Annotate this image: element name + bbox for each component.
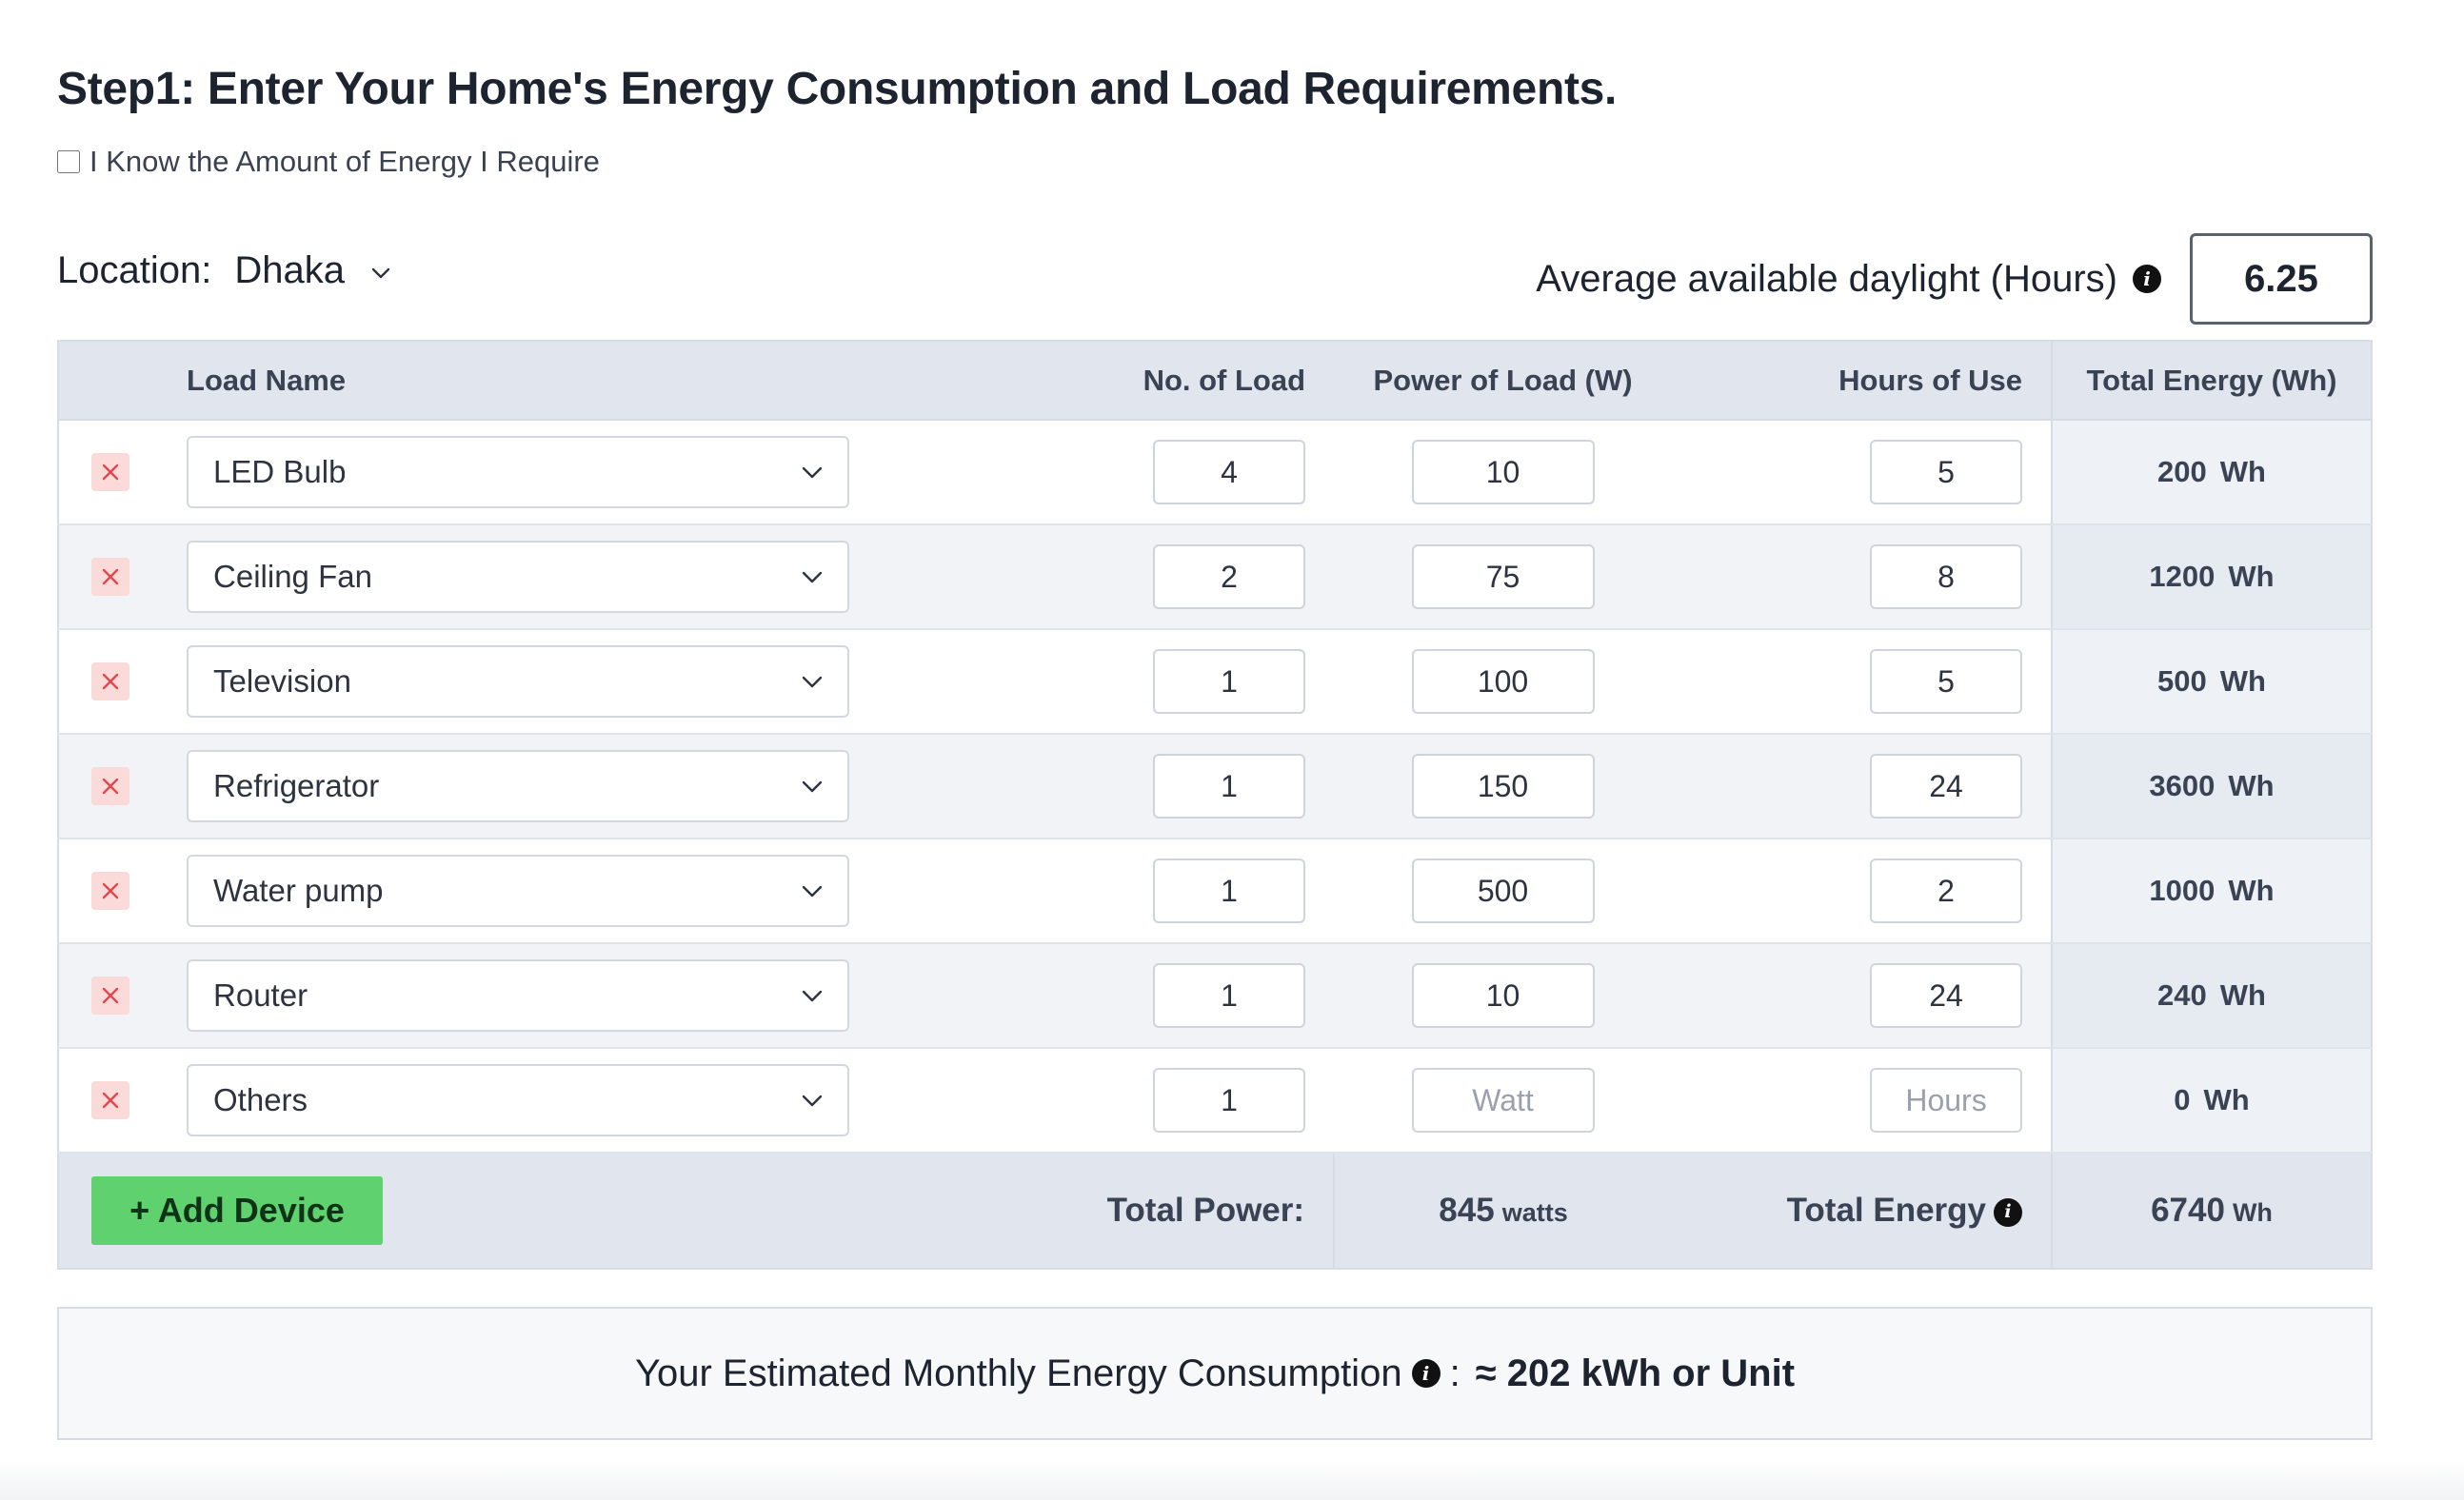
chevron-down-icon <box>802 466 823 479</box>
chevron-down-icon <box>802 1095 823 1107</box>
estimate-colon: : <box>1449 1352 1461 1394</box>
total-power <box>1334 1153 1672 1269</box>
load-hours-input[interactable] <box>1870 859 2022 923</box>
remove-row-button[interactable] <box>91 453 129 491</box>
page-bottom-edge <box>0 1461 2464 1500</box>
total-power-unit: watts <box>1501 1198 1568 1227</box>
row-total-unit: Wh <box>2228 560 2275 593</box>
close-icon <box>100 1090 121 1111</box>
total-power-value: 845 <box>1439 1192 1495 1229</box>
location-dropdown[interactable] <box>234 249 390 292</box>
column-header-load-name: Load Name <box>187 341 1107 420</box>
load-name-value: Router <box>213 977 308 1013</box>
column-header-power: Power of Load (W) <box>1334 341 1672 420</box>
info-icon[interactable]: i <box>2133 265 2161 293</box>
load-power-input[interactable] <box>1412 859 1595 923</box>
load-power-input[interactable] <box>1412 1068 1595 1133</box>
load-table <box>57 340 2373 1270</box>
row-total-value: 240 <box>2157 978 2207 1012</box>
row-total-energy <box>2149 874 2274 907</box>
load-name-select[interactable] <box>187 436 849 508</box>
total-energy-value: 6740 <box>2151 1192 2225 1229</box>
load-name-select[interactable] <box>187 959 849 1032</box>
load-hours-input[interactable] <box>1870 544 2022 609</box>
table-row <box>58 420 2372 524</box>
row-total-energy <box>2157 664 2266 698</box>
load-hours-input[interactable] <box>1870 963 2022 1028</box>
row-total-energy <box>2157 455 2266 488</box>
location-label: Location: <box>57 249 212 291</box>
remove-row-button[interactable] <box>91 767 129 805</box>
load-count-input[interactable] <box>1153 963 1305 1028</box>
row-total-energy <box>2149 769 2274 802</box>
daylight-label: Average available daylight (Hours) <box>1536 257 2117 300</box>
chevron-down-icon <box>802 885 823 898</box>
row-total-value: 1200 <box>2149 560 2216 593</box>
row-total-value: 1000 <box>2149 874 2216 907</box>
table-row <box>58 943 2372 1048</box>
load-name-select[interactable] <box>187 855 849 927</box>
load-rows <box>58 420 2372 1153</box>
load-count-input[interactable] <box>1153 440 1305 504</box>
column-header-hours: Hours of Use <box>1672 341 2052 420</box>
load-name-select[interactable] <box>187 541 849 613</box>
total-energy-label: Total Energy <box>1786 1192 1987 1229</box>
row-total-energy <box>2157 978 2266 1012</box>
row-total-value: 0 <box>2174 1083 2191 1116</box>
delete-column-header <box>58 341 187 420</box>
load-count-input[interactable] <box>1153 544 1305 609</box>
total-energy-unit: Wh <box>2232 1198 2273 1227</box>
load-power-input[interactable] <box>1412 754 1595 819</box>
load-hours-input[interactable] <box>1870 1068 2022 1133</box>
row-total-unit: Wh <box>2203 1083 2250 1116</box>
remove-row-button[interactable] <box>91 1081 129 1119</box>
close-icon <box>100 880 121 901</box>
close-icon <box>100 776 121 797</box>
page-title: Step1: Enter Your Home's Energy Consumption and Load Requirements. <box>57 64 1618 114</box>
load-name-value: Refrigerator <box>213 768 380 803</box>
chevron-down-icon <box>802 571 823 583</box>
load-name-value: Water pump <box>213 873 384 908</box>
table-row <box>58 839 2372 943</box>
row-total-value: 500 <box>2157 664 2207 698</box>
column-header-no-of-load: No. of Load <box>1107 341 1334 420</box>
know-energy-label: I Know the Amount of Energy I Require <box>89 145 600 178</box>
table-row <box>58 734 2372 839</box>
column-header-total-energy: Total Energy (Wh) <box>2052 341 2372 420</box>
close-icon <box>100 566 121 587</box>
total-energy <box>2052 1153 2372 1269</box>
load-power-input[interactable] <box>1412 440 1595 504</box>
remove-row-button[interactable] <box>91 662 129 701</box>
close-icon <box>100 671 121 692</box>
load-name-value: Television <box>213 663 351 699</box>
table-row <box>58 524 2372 629</box>
table-row <box>58 1048 2372 1153</box>
chevron-down-icon <box>802 676 823 688</box>
know-energy-checkbox[interactable] <box>57 150 80 173</box>
estimate-label: Your Estimated Monthly Energy Consumption <box>634 1352 1402 1394</box>
load-hours-input[interactable] <box>1870 440 2022 504</box>
location-selector <box>57 249 390 292</box>
row-total-unit: Wh <box>2219 978 2266 1012</box>
load-count-input[interactable] <box>1153 754 1305 819</box>
load-hours-input[interactable] <box>1870 754 2022 819</box>
info-icon[interactable]: i <box>1412 1359 1441 1388</box>
add-device-button[interactable]: + Add Device <box>91 1176 383 1245</box>
chevron-down-icon <box>371 267 390 279</box>
know-energy-option[interactable] <box>57 145 600 179</box>
total-energy-label-cell <box>1672 1153 2052 1269</box>
remove-row-button[interactable] <box>91 558 129 596</box>
load-name-select[interactable] <box>187 645 849 718</box>
table-header-row <box>58 341 2372 420</box>
total-power-label: Total Power: <box>1107 1153 1334 1269</box>
row-total-unit: Wh <box>2219 455 2266 488</box>
daylight-field <box>1536 233 2373 325</box>
row-total-value: 200 <box>2157 455 2207 488</box>
table-row <box>58 629 2372 734</box>
load-count-input[interactable] <box>1153 1068 1305 1133</box>
load-power-input[interactable] <box>1412 544 1595 609</box>
load-count-input[interactable] <box>1153 649 1305 714</box>
row-total-value: 3600 <box>2149 769 2216 802</box>
chevron-down-icon <box>802 990 823 1002</box>
row-total-unit: Wh <box>2228 769 2275 802</box>
row-total-unit: Wh <box>2219 664 2266 698</box>
info-icon[interactable]: i <box>1994 1198 2022 1227</box>
load-hours-input[interactable] <box>1870 649 2022 714</box>
load-name-value: LED Bulb <box>213 454 347 489</box>
chevron-down-icon <box>802 780 823 793</box>
load-name-value: Ceiling Fan <box>213 559 372 594</box>
row-total-energy <box>2174 1083 2249 1116</box>
estimate-value: ≈ 202 kWh or Unit <box>1475 1352 1796 1394</box>
close-icon <box>100 462 121 483</box>
row-total-energy <box>2149 560 2274 593</box>
load-name-select[interactable] <box>187 1064 849 1136</box>
table-footer-row <box>58 1153 2372 1269</box>
load-name-value: Others <box>213 1082 308 1117</box>
remove-row-button[interactable] <box>91 977 129 1015</box>
daylight-hours-input[interactable] <box>2190 233 2373 325</box>
close-icon <box>100 985 121 1006</box>
location-value: Dhaka <box>234 249 345 291</box>
row-total-unit: Wh <box>2228 874 2275 907</box>
load-power-input[interactable] <box>1412 649 1595 714</box>
load-count-input[interactable] <box>1153 859 1305 923</box>
monthly-estimate-box <box>57 1307 2373 1440</box>
remove-row-button[interactable] <box>91 872 129 910</box>
load-name-select[interactable] <box>187 750 849 822</box>
load-power-input[interactable] <box>1412 963 1595 1028</box>
